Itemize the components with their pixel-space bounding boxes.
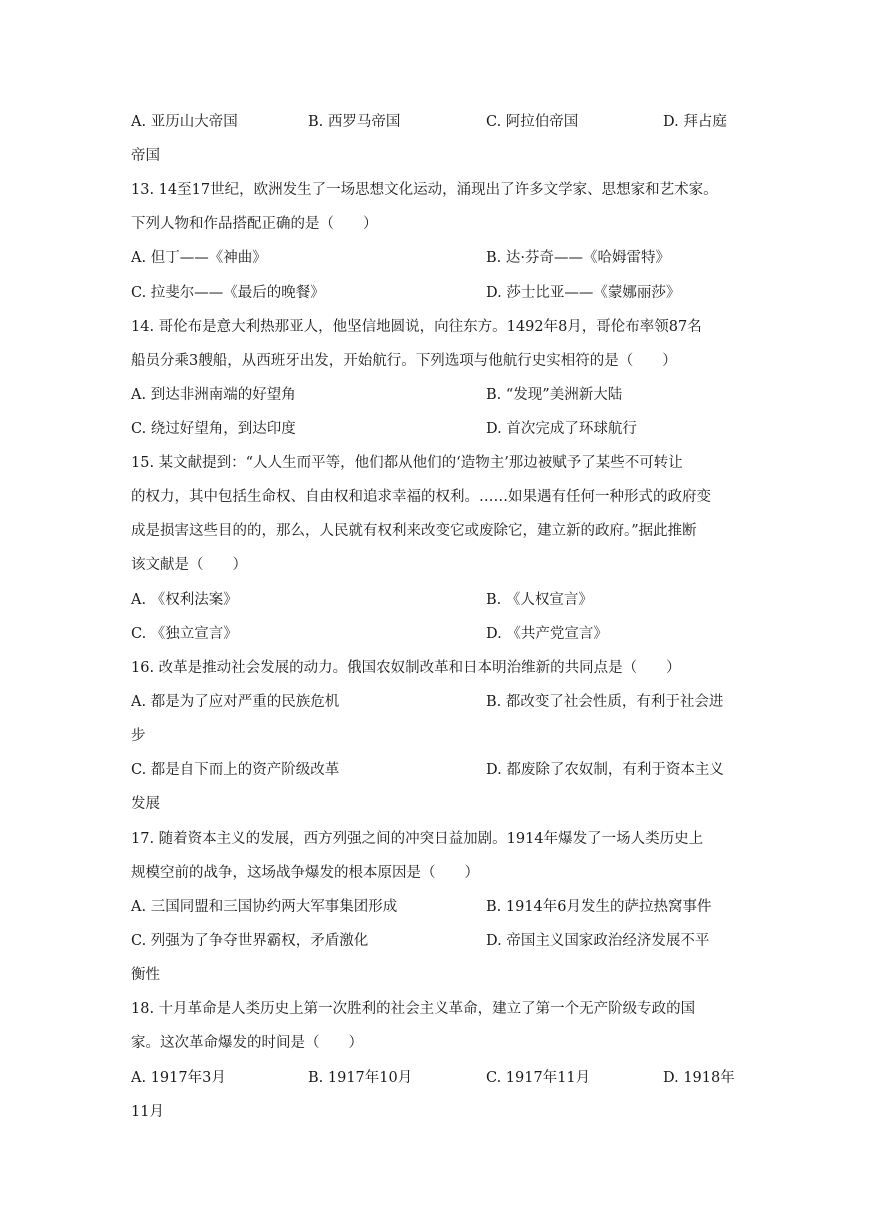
q16-stem-line: 16. 改革是推动社会发展的动力。俄国农奴制改革和日本明治维新的共同点是（ ）: [131, 660, 681, 676]
q12-option-c: C. 阿拉伯帝国: [486, 114, 579, 130]
q12-option-d: D. 拜占庭: [663, 114, 727, 130]
q13-stem-line: 13. 14至17世纪，欧洲发生了一场思想文化运动，涌现出了许多文学家、思想家和艺术家。: [131, 182, 718, 198]
q18-option-d-wrap: 11月: [131, 1104, 164, 1120]
q15-stem-line: 成是损害这些目的的，那么，人民就有权利来改变它或废除它，建立新的政府。”据此推断: [131, 523, 697, 539]
q17-stem-line: 17. 随着资本主义的发展，西方列强之间的冲突日益加剧。1914年爆发了一场人类历史上: [131, 831, 704, 847]
q17-stem-line: 规模空前的战争，这场战争爆发的根本原因是（ ）: [131, 865, 479, 881]
q16-option-d-wrap: 发展: [131, 796, 160, 812]
q15-option-c: C. 《独立宣言》: [131, 626, 238, 642]
q18-stem-line: 18. 十月革命是人类历史上第一次胜利的社会主义革命，建立了第一个无产阶级专政的国: [131, 1001, 696, 1017]
q16-option-a: A. 都是为了应对严重的民族危机: [131, 694, 340, 710]
q16-option-c: C. 都是自下而上的资产阶级改革: [131, 762, 340, 778]
q14-option-a: A. 到达非洲南端的好望角: [131, 387, 296, 403]
q17-option-a: A. 三国同盟和三国协约两大军事集团形成: [131, 899, 398, 915]
q18-option-c: C. 1917年11月: [486, 1070, 591, 1086]
q17-option-b: B. 1914年6月发生的萨拉热窝事件: [486, 899, 712, 915]
q14-stem-line: 14. 哥伦布是意大利热那亚人，他坚信地圆说，向往东方。1492年8月，哥伦布率领87名: [131, 319, 702, 335]
q18-option-a: A. 1917年3月: [131, 1070, 226, 1086]
q12-option-b: B. 西罗马帝国: [308, 114, 401, 130]
q13-option-b: B. 达·芬奇——《哈姆雷特》: [486, 250, 670, 266]
q15-option-a: A. 《权利法案》: [131, 592, 238, 608]
q14-option-b: B. “发现”美洲新大陆: [486, 387, 623, 403]
q18-option-b: B. 1917年10月: [308, 1070, 413, 1086]
q16-option-d: D. 都废除了农奴制，有利于资本主义: [486, 762, 724, 778]
q18-stem-line: 家。这次革命爆发的时间是（ ）: [131, 1035, 363, 1051]
q15-option-b: B. 《人权宣言》: [486, 592, 593, 608]
q15-stem-line: 的权力，其中包括生命权、自由权和追求幸福的权利。……如果遇有任何一种形式的政府变: [131, 489, 711, 505]
q13-option-a: A. 但丁——《神曲》: [131, 250, 267, 266]
q15-stem-line: 15. 某文献提到：“人人生而平等，他们都从他们的‘造物主’那边被赋予了某些不可转让: [131, 455, 683, 471]
q18-option-d: D. 1918年: [663, 1070, 735, 1086]
q16-option-b: B. 都改变了社会性质，有利于社会进: [486, 694, 724, 710]
q14-option-d: D. 首次完成了环球航行: [486, 421, 637, 437]
q15-stem-line: 该文献是（ ）: [131, 557, 247, 573]
q13-stem-line: 下列人物和作品搭配正确的是（ ）: [131, 216, 378, 232]
q15-option-d: D. 《共产党宣言》: [486, 626, 608, 642]
q14-option-c: C. 绕过好望角，到达印度: [131, 421, 296, 437]
q14-stem-line: 船员分乘3艘船，从西班牙出发，开始航行。下列选项与他航行史实相符的是（ ）: [131, 353, 677, 369]
q13-option-c: C. 拉斐尔——《最后的晚餐》: [131, 285, 325, 301]
q17-option-c: C. 列强为了争夺世界霸权，矛盾激化: [131, 933, 369, 949]
q16-option-b-wrap: 步: [131, 728, 146, 744]
q12-option-d-wrap: 帝国: [131, 148, 160, 164]
q12-option-a: A. 亚历山大帝国: [131, 114, 238, 130]
q13-option-d: D. 莎士比亚——《蒙娜丽莎》: [486, 285, 681, 301]
q17-option-d-wrap: 衡性: [131, 967, 160, 983]
q17-option-d: D. 帝国主义国家政治经济发展不平: [486, 933, 710, 949]
